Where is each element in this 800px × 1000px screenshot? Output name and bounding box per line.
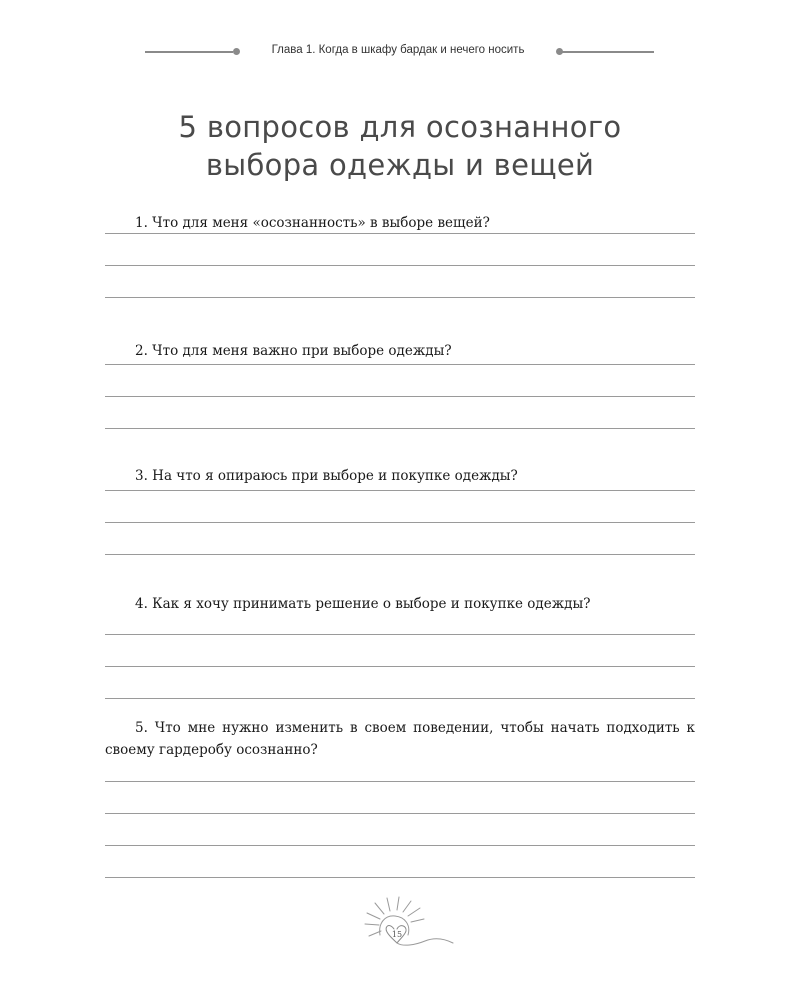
answer-line[interactable] xyxy=(105,845,695,846)
sun-heart-ornament-icon xyxy=(345,895,465,955)
question-1: 1. Что для меня «осознанность» в выборе вещей? xyxy=(135,215,490,231)
page-number: 15 xyxy=(391,930,403,939)
question-5: 5. Что мне нужно изменить в своем поведении, чтобы начать подходить к своему гардеробу осознанно? xyxy=(105,720,695,758)
answer-line[interactable] xyxy=(105,233,695,234)
header-rule-left xyxy=(145,51,233,53)
running-title: Глава 1. Когда в шкафу бардак и нечего носить xyxy=(271,44,525,56)
answer-line[interactable] xyxy=(105,490,695,491)
answer-line[interactable] xyxy=(105,297,695,298)
answer-line[interactable] xyxy=(105,554,695,555)
answer-line[interactable] xyxy=(105,265,695,266)
answer-line[interactable] xyxy=(105,877,695,878)
answer-line[interactable] xyxy=(105,666,695,667)
question-3: 3. На что я опираюсь при выборе и покупке одежды? xyxy=(135,468,518,484)
page-title-line-1: 5 вопросов для осознанного xyxy=(178,110,622,144)
answer-line[interactable] xyxy=(105,364,695,365)
page-title-line-2: выбора одежды и вещей xyxy=(205,148,595,182)
answer-line[interactable] xyxy=(105,813,695,814)
answer-line[interactable] xyxy=(105,698,695,699)
answer-line[interactable] xyxy=(105,396,695,397)
header-rule-right xyxy=(562,51,654,53)
header-dot-left xyxy=(233,48,240,55)
answer-line[interactable] xyxy=(105,781,695,782)
question-2: 2. Что для меня важно при выборе одежды? xyxy=(135,343,452,359)
page-title xyxy=(100,108,700,184)
answer-line[interactable] xyxy=(105,634,695,635)
question-4: 4. Как я хочу принимать решение о выборе и покупке одежды? xyxy=(135,596,591,612)
answer-line[interactable] xyxy=(105,522,695,523)
running-header xyxy=(0,42,800,62)
answer-line[interactable] xyxy=(105,428,695,429)
